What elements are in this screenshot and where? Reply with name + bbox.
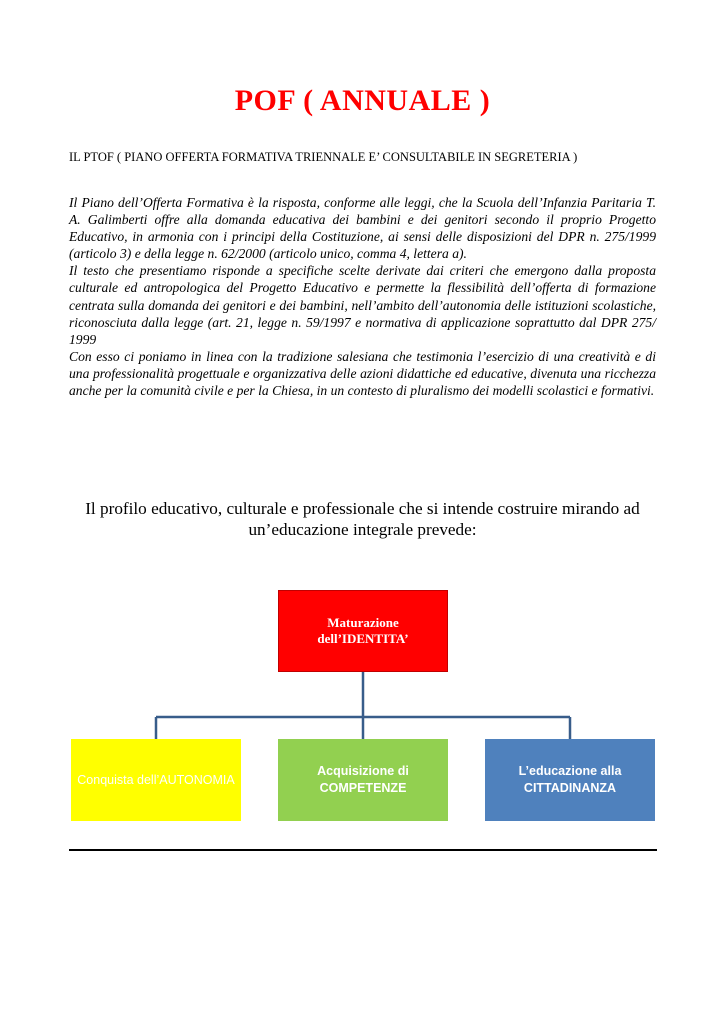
ptof-notice: IL PTOF ( PIANO OFFERTA FORMATIVA TRIENNALE E’ CONSULTABILE IN SEGRETERIA ) xyxy=(69,150,578,164)
paragraph-2: Il testo che presentiamo risponde a specifiche scelte derivate dai criteri che emergono dalla proposta culturale ed antropologica del Progetto Educativo e permette la flessibilità dell’offerta di formazione centrata sulla domanda dei genitori e dei bambini, nell’ambito dell’autonomia delle istituzioni scolastiche, riconosciuta dalla legge (art. 21, legge n. 59/1997 e normativa di applicazione soprattutto dal DPR 275/ 1999 xyxy=(69,263,656,347)
autonomy-box xyxy=(71,739,241,821)
competence-line-1: Acquisizione di xyxy=(317,764,409,778)
citizenship-line-1: L’educazione alla xyxy=(518,764,622,778)
page-title: POF ( ANNUALE ) xyxy=(234,84,491,117)
identity-box xyxy=(278,590,448,672)
competence-box xyxy=(278,739,448,821)
citizenship-box xyxy=(485,739,655,821)
identity-line-1: Maturazione xyxy=(327,615,399,630)
citizenship-line-2: CITTADINANZA xyxy=(523,781,617,795)
paragraph-3: Con esso ci poniamo in linea con la tradizione salesiana che testimonia l’esercizio di una creatività e di una professionalità progettuale e organizzativa delle azioni didattiche ed educative, divenuta una ricchezza anche per la comunità civile e per la Chiesa, in un contesto di pluralismo dei modelli scolastici e formativi. xyxy=(69,348,656,399)
competence-line-2: COMPETENZE xyxy=(319,781,407,795)
paragraph-1: Il Piano dell’Offerta Formativa è la risposta, conforme alle leggi, che la Scuola dell’Infanzia Paritaria T. A. Galimberti offre alla domanda educativa dei bambini e dei genitori secondo il proprio Progetto Educativo, in armonia con i principi della Costituzione, ai sensi delle disposizioni del DPR n. 275/1999 (articolo 3) e della legge n. 62/2000 (articolo unico, comma 4, lettera a). xyxy=(69,195,656,262)
horizontal-rule xyxy=(69,849,657,851)
identity-line-2: dell’IDENTITA’ xyxy=(317,631,409,646)
autonomy-label: Conquista dell’AUTONOMIA xyxy=(77,773,235,787)
profile-intro: Il profilo educativo, culturale e professionale che si intende costruire mirando ad un’educazione integrale prevede: xyxy=(85,499,640,539)
